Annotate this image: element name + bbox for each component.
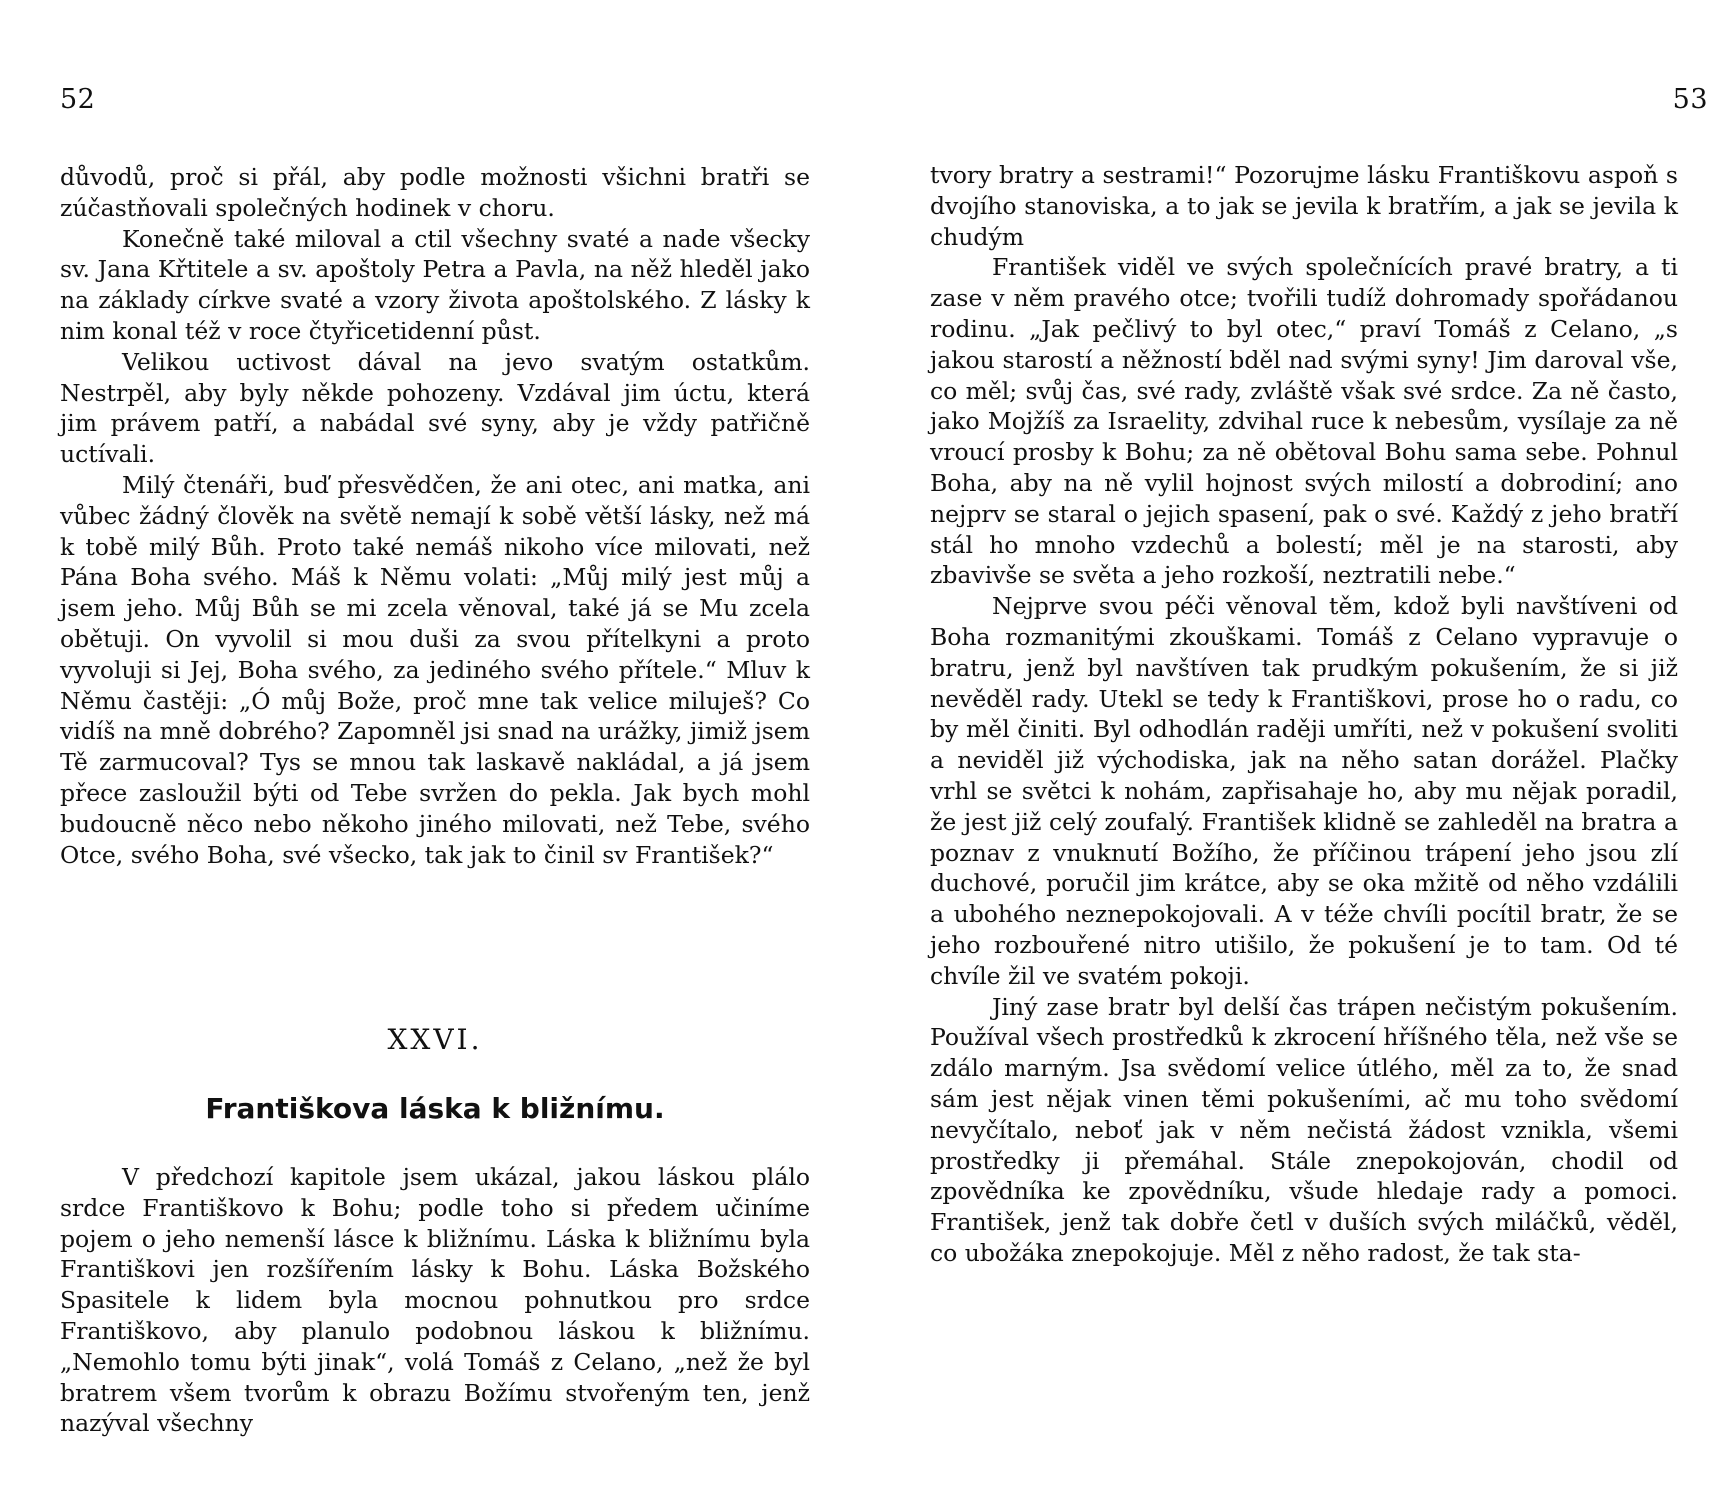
page-number-left: 52 [60,84,96,115]
left-text-upper [60,162,810,870]
right-page [867,0,1734,1500]
paragraph: Konečně také miloval a ctil všechny svaté a nade všecky sv. Jana Křtitele a sv. apoštoly Petra a Pavla, na něž hleděl jako na základy církve svaté a vzory života apoštolského. Z lásky k nim konal též v roce čtyřicetidenní půst. [60,224,810,345]
paragraph: tvory bratry a sestrami!“ Pozorujme lásku Františkovu aspoň s dvojího stanoviska, a to jak se jevila k bratřím, a jak se jevila k chudým [930,161,1678,251]
right-text [930,160,1678,1269]
paragraph: V předchozí kapitole jsem ukázal, jakou láskou plálo srdce Františkovo k Bohu; podle toho si předem učiníme pojem o jeho nemenší lásce k bližnímu. Láska k bližnímu byla Františkovi jen rozšířením lásky k Bohu. Láska Božského Spasitele k lidem byla mocnou pohnutkou pro srdce Františkovo, aby planulo podobnou láskou k bližnímu. „Nemohlo tomu býti jinak“, volá Tomáš z Celano, „než že byl bratrem všem tvorům k obrazu Božímu stvořeným ten, jenž nazýval všechny [60,1163,810,1438]
paragraph: Milý čtenáři, buď přesvědčen, že ani otec, ani matka, ani vůbec žádný člověk na světě nemají k sobě větší lásky, než má k tobě milý Bůh. Proto také nemáš nikoho více milovati, než Pána Boha svého. Máš k Němu volati: „Můj milý jest můj a jsem jeho. Můj Bůh se mi zcela věnoval, také já se Mu zcela obětuji. On vyvolil si mou duši za svou přítelkyni a proto vyvoluji si Jej, Boha svého, za jediného svého přítele.“ Mluv k Němu častěji: „Ó můj Bože, proč mne tak velice miluješ? Co vidíš na mně dobrého? Zapomněl jsi snad na urážky, jimiž jsem Tě zarmucoval? Tys se mnou tak laskavě nakládal, a já jsem přece zasloužil býti od Tebe svržen do pekla. Jak bych mohl budoucně něco nebo někoho jiného milovati, než Tebe, svého Otce, svého Boha, své všecko, tak jak to činil sv František?“ [60,470,810,869]
left-text-lower [60,1162,810,1439]
paragraph: Jiný zase bratr byl delší čas trápen nečistým pokušením. Používal všech prostředků k zkrocení hříšného těla, než vše se zdálo marným. Jsa svědomí velice útlého, měl za to, že snad sám jest nějak vinen těmi pokušeními, ač mu toho svědomí nevyčítalo, neboť jak v něm nečistá žádost vznikla, všemi prostředky ji přemáhal. Stále znepokojován, chodil od zpovědníka ke zpovědníku, všude hledaje rady a pomoci. František, jenž tak dobře četl v duších svých miláčků, věděl, co ubožáka znepokojuje. Měl z něho radost, že tak sta- [930,992,1678,1267]
paragraph: Nejprve svou péči věnoval těm, kdož byli navštíveni od Boha rozmanitými zkouškami. Tomáš z Celano vypravuje o bratru, jenž byl navštíven tak prudkým pokušením, že si již nevěděl rady. Utekl se tedy k Františkovi, prose ho o radu, co by měl činiti. Byl odhodlán raději umříti, než v pokušení svoliti a neviděl již východiska, jak na něho satan dorážel. Plačky vrhl se světci k nohám, zapřisahaje ho, aby mu nějak poradil, že jest již celý zoufalý. František klidně se zahleděl na bratra a poznav z vnuknutí Božího, že příčinou trápení jeho jsou zlí duchové, poručil jim krátce, aby se oka mžitě od něho vzdálili a ubohého neznepokojovali. A v téže chvíli pocítil bratr, že se jeho rozbouřené nitro utišilo, že pokušení je to tam. Od té chvíle žil ve svatém pokoji. [930,592,1678,990]
paragraph: důvodů, proč si přál, aby podle možnosti všichni bratři se zúčastňovali společných hodinek v choru. [60,163,810,222]
chapter-number: XXVI. [387,1023,483,1056]
page-number-right: 53 [1672,84,1708,115]
chapter-title: Františkova láska k bližnímu. [205,1092,665,1125]
paragraph: Velikou uctivost dával na jevo svatým ostatkům. Nestrpěl, aby byly někde pohozeny. Vzdával jim úctu, která jim právem patří, a nabádal své syny, aby je vždy patřičně uctívali. [60,347,810,469]
paragraph: František viděl ve svých společnících pravé bratry, a ti zase v něm pravého otce; tvořili tudíž dohromady spořádanou rodinu. „Jak pečlivý to byl otec,“ praví Tomáš z Celano, „s jakou starostí a něžností bděl nad svými syny! Jim daroval vše, co měl; svůj čas, své rady, zvláště však své srdce. Za ně často, jako Mojžíš za Israelity, zdvihal ruce k nebesům, vysílaje za ně vroucí prosby k Bohu; za ně obětoval Bohu sama sebe. Pohnul Boha, aby na ně vylil hojnost svých milostí a dobrodiní; ano nejprv se staral o jejich spasení, pak o své. Každý z jeho bratří stál ho mnoho vzdechů a bolestí; měl je na starosti, aby zbavivše se světa a jeho rozkoší, neztratili nebe.“ [930,253,1678,590]
